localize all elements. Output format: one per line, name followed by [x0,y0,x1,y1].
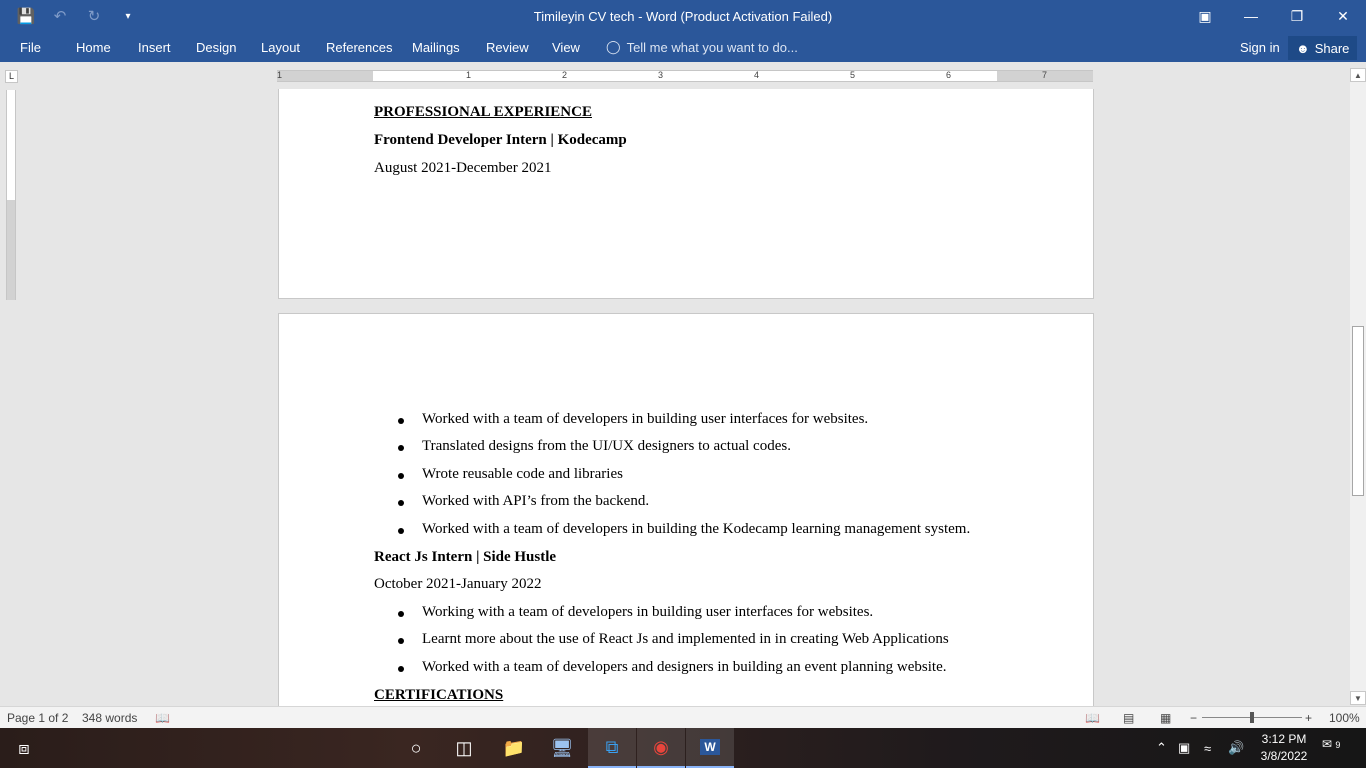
tell-me-text: Tell me what you want to do... [626,39,798,55]
vscode-icon[interactable]: ⧉ [588,728,636,768]
bullet-icon [398,500,404,506]
list-item: Translated designs from the UI/UX designers to actual codes. [422,438,791,454]
ribbon-tabs [0,32,1366,62]
clock[interactable] [1258,731,1310,765]
list-item: Worked with a team of developers in building user interfaces for websites. [422,411,869,427]
tab-design[interactable]: Design [196,40,237,55]
share-label: Share [1314,40,1350,56]
job-title: Frontend Developer Intern | Kodecamp [374,132,627,148]
document-page-2[interactable] [278,313,1094,713]
status-bar [0,706,1366,728]
job-dates: August 2021-December 2021 [374,160,552,176]
save-icon[interactable]: 💾 [16,8,36,25]
job-title: React Js Intern | Side Hustle [374,549,557,565]
system-tray [1156,728,1252,768]
proofing-icon[interactable]: 📖 [155,711,170,725]
vertical-ruler[interactable] [6,90,16,300]
tab-selector[interactable]: L [5,70,18,83]
minimize-icon[interactable]: — [1244,8,1258,24]
scroll-down-icon[interactable]: ▼ [1350,691,1366,705]
ruler-number: 1 [277,70,283,80]
bullet-icon [398,445,404,451]
print-layout-icon[interactable]: ▤ [1123,711,1135,725]
close-icon[interactable]: ✕ [1337,7,1349,24]
web-layout-icon[interactable]: ▦ [1160,711,1172,725]
read-mode-icon[interactable]: 📖 [1085,711,1100,725]
clock-time: 3:12 PM [1261,732,1307,746]
tab-layout[interactable]: Layout [261,40,301,55]
person-icon: ☻ [1296,40,1310,56]
section-heading: CERTIFICATIONS [374,687,504,703]
tab-file[interactable]: File [20,40,41,55]
battery-icon[interactable]: ▣ [1178,740,1191,755]
file-explorer-icon[interactable]: 📁 [502,737,526,758]
show-hidden-icons[interactable]: ⌃ [1156,740,1167,755]
sign-in-link[interactable]: Sign in [1240,40,1280,55]
tab-references[interactable]: References [326,40,393,55]
notification-count: 9 [1335,740,1341,750]
tab-home[interactable]: Home [76,40,111,55]
tab-insert[interactable]: Insert [138,40,171,55]
list-item: Worked with API’s from the backend. [422,493,650,509]
bullet-icon [398,473,404,479]
ruler-number: 3 [658,70,664,80]
page-count[interactable]: Page 1 of 2 [7,711,69,725]
undo-icon[interactable]: ↶ [53,8,67,25]
start-icon[interactable]: ⧈ [18,737,30,758]
ruler-number: 2 [562,70,568,80]
word-count[interactable]: 348 words [82,711,138,725]
ruler-number: 7 [1042,70,1048,80]
cortana-icon[interactable]: ○ [410,737,422,758]
list-item: Worked with a team of developers and designers in building an event planning website. [422,659,947,675]
horizontal-ruler[interactable] [277,70,1093,82]
ruler-number: 1 [466,70,472,80]
list-item: Working with a team of developers in building user interfaces for websites. [422,604,874,620]
zoom-in-icon[interactable]: + [1305,711,1313,725]
window-title: Timileyin CV tech - Word (Product Activation Failed) [533,9,833,24]
tell-me-box[interactable] [606,39,798,55]
redo-icon[interactable]: ↻ [87,8,101,25]
word-icon[interactable]: W [686,728,734,768]
document-page-1[interactable] [278,89,1094,299]
network-icon[interactable]: ≈ [1204,740,1212,756]
title-bar [0,0,1366,32]
bullet-icon [398,528,404,534]
bullet-icon [398,418,404,424]
tab-view[interactable]: View [552,40,580,55]
job-dates: October 2021-January 2022 [374,576,542,592]
share-button[interactable] [1288,36,1357,60]
restore-icon[interactable]: ❐ [1290,7,1304,24]
action-center-icon[interactable]: ✉ 9 [1322,737,1341,751]
remote-desktop-icon[interactable]: 🖥 [550,737,574,758]
bullet-icon [398,666,404,672]
zoom-level[interactable]: 100% [1329,711,1360,725]
list-item: Worked with a team of developers in building the Kodecamp learning management system. [422,521,971,537]
clock-date: 3/8/2022 [1260,749,1308,763]
volume-icon[interactable]: 🔊 [1228,740,1245,755]
ruler-left-margin [277,71,373,81]
customize-qat-icon[interactable]: ▾ [125,10,131,22]
bullet-icon [398,638,404,644]
taskbar [0,728,1366,768]
scroll-thumb[interactable] [1352,326,1364,496]
task-view-icon[interactable]: ◫ [455,737,473,758]
ruler-number: 6 [946,70,952,80]
vertical-scrollbar[interactable] [1350,68,1366,705]
scroll-up-icon[interactable]: ▲ [1350,68,1366,82]
section-heading: PROFESSIONAL EXPERIENCE [374,104,592,120]
ribbon-display-options-icon[interactable]: ▣ [1198,7,1212,24]
zoom-out-icon[interactable]: − [1190,711,1198,725]
chrome-icon[interactable]: ◉ [637,728,685,768]
tab-mailings[interactable]: Mailings [412,40,460,55]
ruler-number: 4 [754,70,760,80]
ruler-bottom-margin [7,200,15,300]
list-item: Learnt more about the use of React Js and implemented in in creating Web Applications [422,631,949,647]
ruler-number: 5 [850,70,856,80]
tab-review[interactable]: Review [486,40,529,55]
zoom-slider-thumb[interactable] [1250,712,1254,723]
lightbulb-icon: ◯ [606,39,621,54]
bullet-icon [398,611,404,617]
list-item: Wrote reusable code and libraries [422,466,623,482]
window-controls [1182,0,1366,32]
